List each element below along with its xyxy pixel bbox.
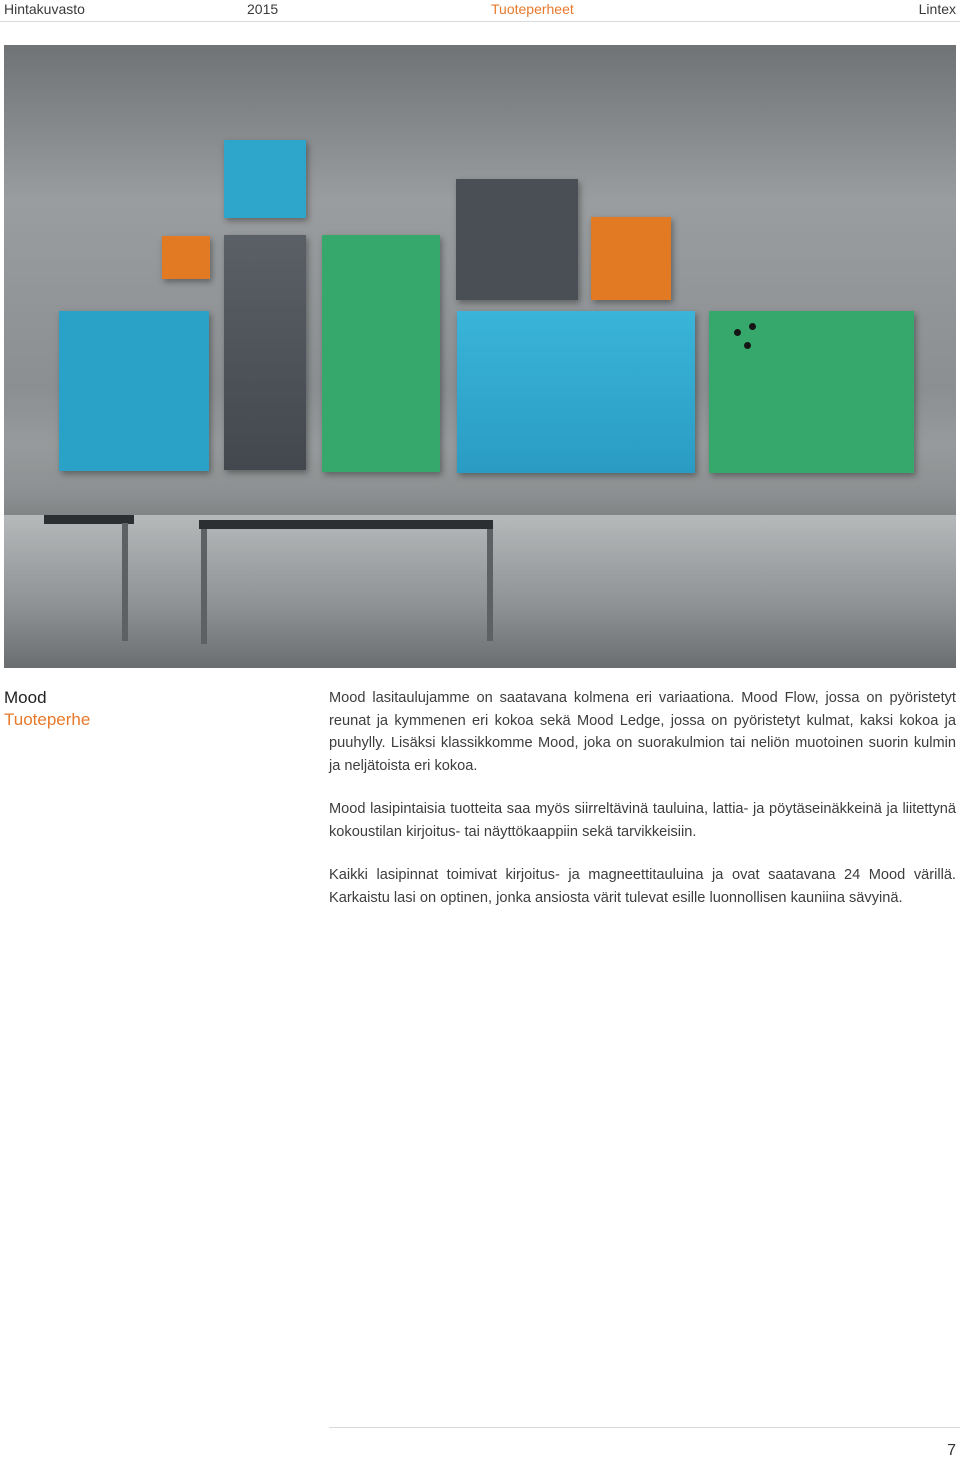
bench-leg xyxy=(487,529,493,641)
footer-divider xyxy=(329,1427,960,1428)
paragraph: Mood lasipintaisia tuotteita saa myös siirreltävinä tauluina, lattia- ja pöytäseinäkkeinä ja liitettynä kokoustilan kirjoitus- tai näyttökaappiin sekä tarvikkeisiin. xyxy=(329,801,956,840)
glassboard-blue-wide xyxy=(457,311,695,473)
page-header xyxy=(0,0,960,20)
magnet xyxy=(734,329,741,336)
page-number: 7 xyxy=(947,1442,956,1459)
paragraph: Kaikki lasipinnat toimivat kirjoitus- ja magneettitauluina ja ovat saatavana 24 Mood värillä. Karkaistu lasi on optinen, jonka ansiosta värit tulevat esille luonnollisen kauniina sävyinä. xyxy=(329,867,956,906)
magnet xyxy=(744,342,751,349)
bench-left-top xyxy=(44,515,134,524)
bench-leg xyxy=(122,523,128,641)
header-company: Lintex xyxy=(918,1,956,17)
paragraph: Mood lasitaulujamme on saatavana kolmena eri variaationa. Mood Flow, jossa on pyöristetyt reunat ja kymmenen eri kokoa sekä Mood Ledge, jossa on pyöristetyt kulmat, kaksi kokoa ja puuhylly. Lisäksi klassikkomme Mood, joka on suorakulmion tai neliön muotoinen suorin kulmin ja neljätoista eri kokoa. xyxy=(329,690,956,774)
product-family-title xyxy=(4,687,90,731)
header-year: 2015 xyxy=(247,1,279,17)
glassboard-orange-right xyxy=(591,217,671,300)
glassboard-green-tall xyxy=(322,235,440,472)
magnet xyxy=(749,323,756,330)
bench-leg xyxy=(201,529,207,644)
floor xyxy=(4,515,956,668)
glassboard-green-right xyxy=(709,311,914,473)
glassboard-blue-top xyxy=(224,140,306,218)
glassboard-grey-square xyxy=(456,179,578,300)
glassboard-orange-left xyxy=(162,236,210,279)
header-catalog-title: Hintakuvasto xyxy=(4,1,85,17)
glassboard-blue-left xyxy=(59,311,209,471)
product-family-label: Tuoteperhe xyxy=(4,710,91,729)
product-name: Mood xyxy=(4,688,47,707)
bench-right-top xyxy=(199,520,493,529)
header-divider xyxy=(0,21,960,22)
glassboard-grey-tall xyxy=(224,235,306,470)
product-photo xyxy=(4,45,956,668)
description-text xyxy=(329,687,956,930)
header-section: Tuoteperheet xyxy=(491,1,574,17)
